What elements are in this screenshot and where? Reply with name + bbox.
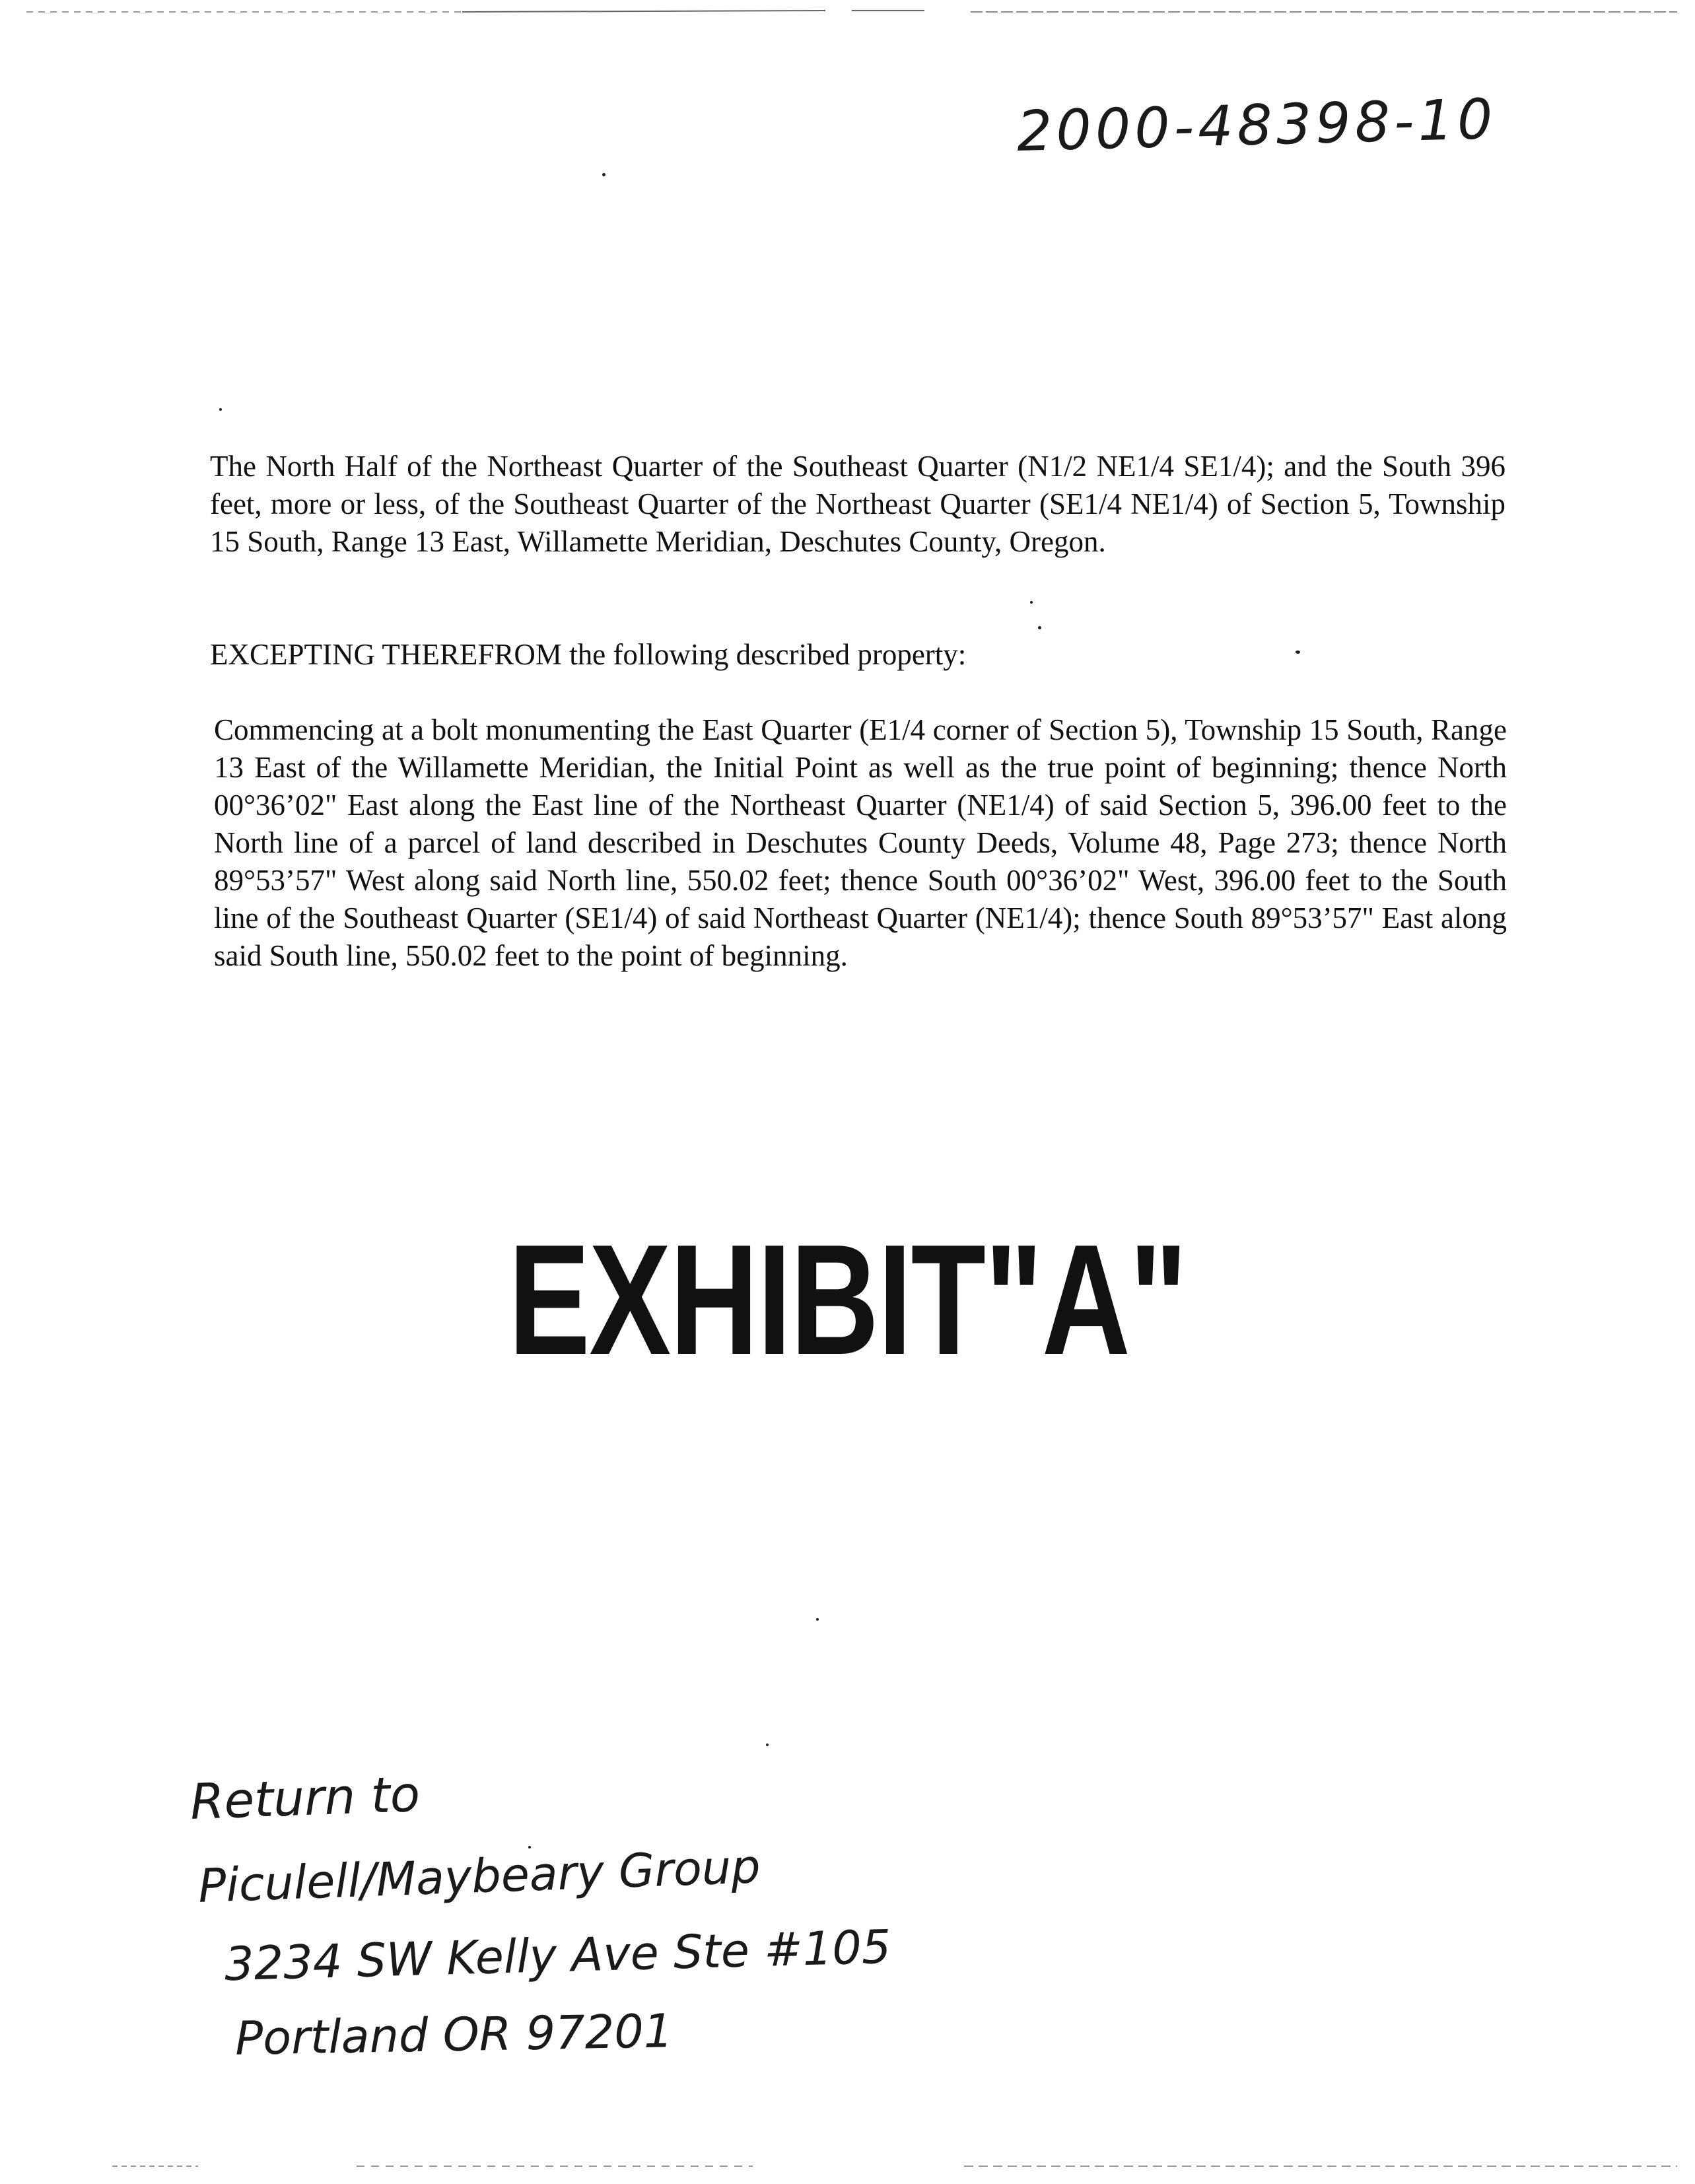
legal-description-paragraph: The North Half of the Northeast Quarter of the Southeast Quarter (N1/2 NE1/4 SE1/4); and the South 396 feet, more or less, of the Southeast Quarter of the Northeast Quarter (SE1/4 NE1/4) of Section 5, Township 15 South, Range 13 East, Willamette Meridian, Deschutes County, Oregon. xyxy=(210,450,1505,558)
handwritten-document-number: 2000-48398-10 xyxy=(1016,86,1498,164)
exception-description-paragraph: Commencing at a bolt monumenting the East Quarter (E1/4 corner of Section 5), Township 15 South, Range 13 East of the Willamette Meridian, the Initial Point as well as the true point of beginning; thence North 00°36’02" East along the East line of the Northeast Quarter (NE1/4) of said Section 5, 396.00 feet to the North line of a parcel of land described in Deschutes County Deeds, Volume 48, Page 273; thence North 89°53’57" West along said North line, 550.02 feet; thence South 00°36’02" West, 396.00 feet to the South line of the Southeast Quarter (SE1/4) of said Northeast Quarter (NE1/4); thence South 89°53’57" East along said South line, 550.02 feet to the point of beginning. xyxy=(214,713,1507,972)
exhibit-title: EXHIBIT"A" xyxy=(508,1213,1187,1388)
scan-speck xyxy=(766,1744,769,1746)
scan-speck xyxy=(816,1618,819,1621)
scan-edge-bottom xyxy=(0,2153,1695,2179)
scan-speck xyxy=(1296,651,1300,654)
handwritten-return-line: Portland OR 97201 xyxy=(234,2004,674,2066)
scan-speck xyxy=(1030,601,1033,604)
scan-speck xyxy=(602,173,605,176)
exception-heading: EXCEPTING THEREFROM the following described property: xyxy=(210,638,967,671)
handwritten-return-line: Return to xyxy=(189,1765,421,1831)
scan-edge-top xyxy=(0,0,1695,26)
handwritten-return-line: Piculell/Maybeary Group xyxy=(197,1839,761,1913)
handwritten-return-line: 3234 SW Kelly Ave Ste #105 xyxy=(224,1919,892,1992)
scan-speck xyxy=(1038,626,1041,629)
scan-speck xyxy=(219,408,222,411)
